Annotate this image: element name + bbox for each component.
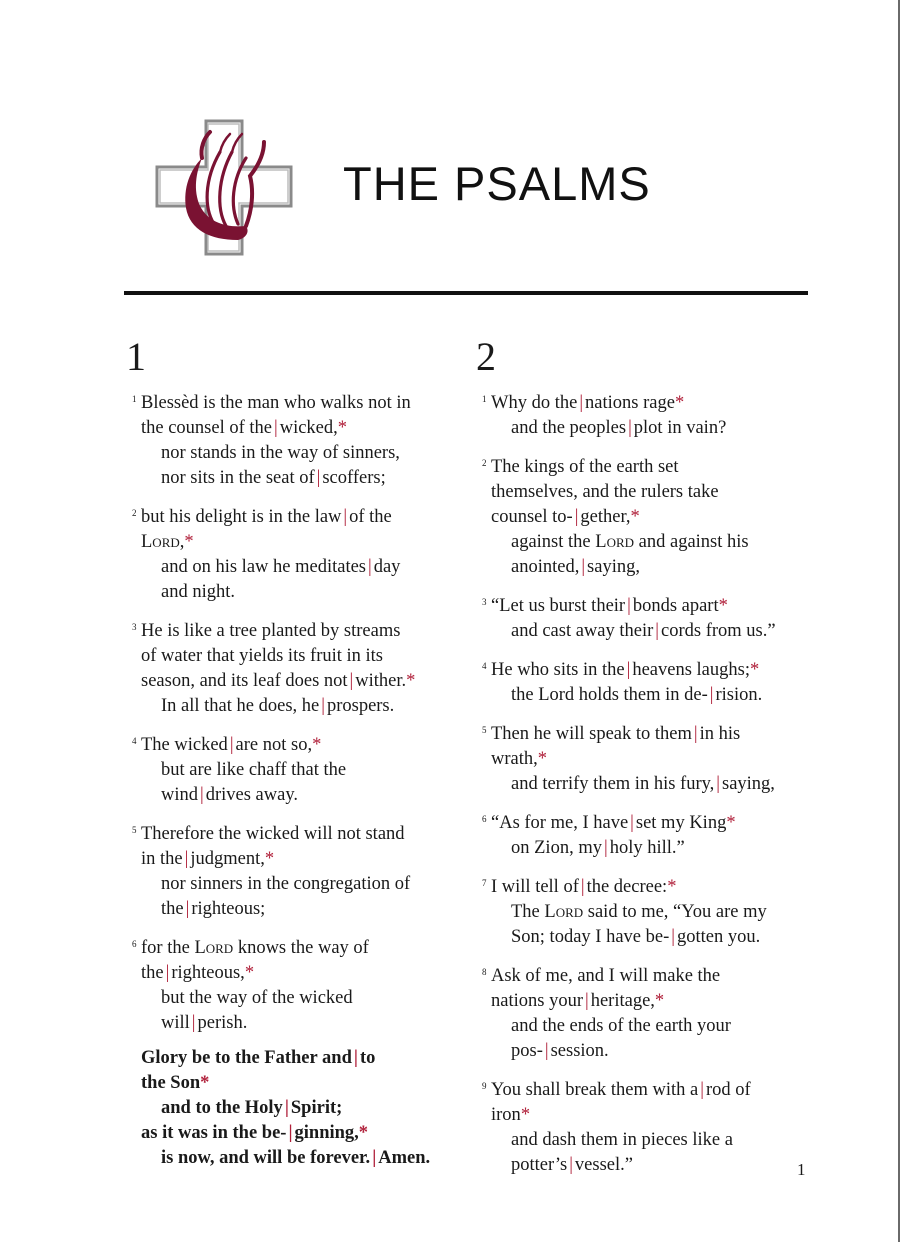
verse-4: $^4$ He who sits in the | heavens laughs;* the Lord holds them in de- | rision. <box>482 660 763 705</box>
psalm-number: 2 <box>476 334 496 379</box>
title-divider <box>124 291 808 295</box>
verse-7: $^7$ I will tell of | the decree:* The Lord said to me, “You are my Son; today I have be- | gotten you. <box>482 877 767 947</box>
psalm-1 <box>128 335 458 1181</box>
verse-6: $^6$ for the Lord knows the way of the | righteous,* but the way of the wicked will | perish. <box>132 938 369 1033</box>
verse-2: $^2$ but his delight is in the law | of the Lord,* and on his law he meditates | day and night. <box>132 507 401 602</box>
verse-9: $^9$ You shall break them with a | rod of iron* and dash them in pieces like a potter’s | vessel.” <box>482 1080 751 1175</box>
verse-1: $^1$ Why do the | nations rage* and the peoples | plot in vain? <box>482 393 727 438</box>
gloria-patri: Glory be to the Father and | to the Son* and to the Holy | Spirit; as it was in the be- | ginning,* is now, and will be forever. | Amen. <box>141 1048 431 1168</box>
page-number: 1 <box>797 1160 806 1179</box>
verse-5: $^5$ Therefore the wicked will not stand in the | judgment,* nor sinners in the congregation of the | righteous; <box>132 824 411 919</box>
verse-1: $^1$ Blessèd is the man who walks not in the counsel of the | wicked,* nor stands in the way of sinners, nor sits in the seat of | scoffers; <box>132 393 411 488</box>
page-title: THE PSALMS <box>343 157 651 210</box>
verse-2: $^2$ The kings of the earth set themselves, and the rulers take counsel to- | gether,* against the Lord and against his anointed, | saying, <box>482 457 749 577</box>
cross-and-lyre-icon <box>150 118 300 260</box>
psalm-number: 1 <box>126 334 146 379</box>
psalm-2 <box>478 335 818 1188</box>
verse-8: $^8$ Ask of me, and I will make the nations your | heritage,* and the ends of the earth your pos- | session. <box>482 966 731 1061</box>
verse-3: $^3$ “Let us burst their | bonds apart* and cast away their | cords from us.” <box>482 596 776 641</box>
verse-5: $^5$ Then he will speak to them | in his wrath,* and terrify them in his fury, | saying, <box>482 724 775 794</box>
verse-4: $^4$ The wicked | are not so,* but are like chaff that the wind | drives away. <box>132 735 347 805</box>
verse-6: $^6$ “As for me, I have | set my King* on Zion, my | holy hill.” <box>482 813 736 858</box>
verse-3: $^3$ He is like a tree planted by streams of water that yields its fruit in its season, and its leaf does not | wither.* In all that he does, he | prospers. <box>132 621 416 716</box>
